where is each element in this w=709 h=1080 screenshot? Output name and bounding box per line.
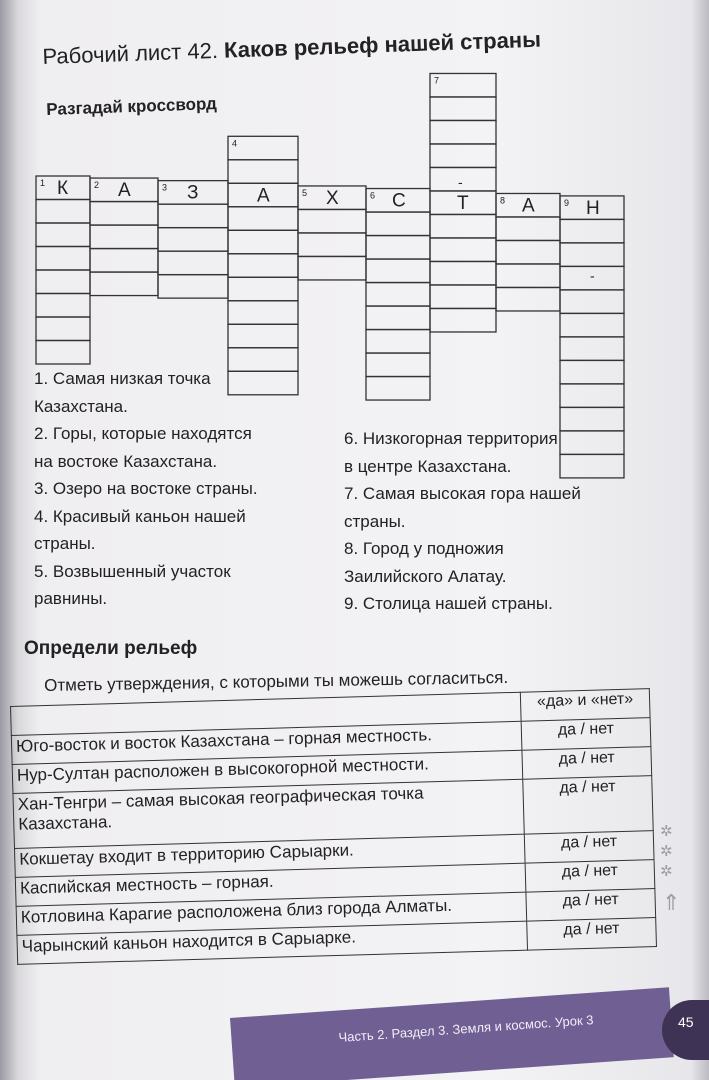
crossword-cell[interactable] [228, 207, 298, 231]
crossword-cell[interactable] [430, 144, 496, 168]
clue-number: 5 [302, 187, 308, 198]
statement-cell: Чарынский каньон находится в Сарыарке. [17, 921, 528, 964]
crossword-cell[interactable] [158, 275, 228, 299]
crossword-letter: А [257, 185, 270, 207]
crossword-cell[interactable] [366, 306, 430, 330]
crossword-cell[interactable] [496, 287, 560, 311]
answer-cell[interactable]: да / нет [524, 831, 654, 864]
crossword-cell[interactable] [298, 209, 366, 233]
clue-number: 9 [564, 197, 570, 208]
crossword-cell[interactable] [90, 225, 158, 249]
star-icon: ✲ [660, 823, 673, 840]
relief-heading: Определи рельеф [24, 638, 198, 659]
star-icon: ✲ [660, 843, 673, 860]
crossword-mark: - [458, 173, 463, 190]
star-icon: ✲ [660, 863, 673, 880]
crossword-cell[interactable] [90, 249, 158, 273]
crossword-cell[interactable] [366, 330, 430, 354]
clue-number: 4 [232, 138, 238, 149]
crossword-cell[interactable] [560, 219, 624, 243]
clue-line: страны. [34, 534, 96, 553]
crossword-cell[interactable] [36, 294, 90, 318]
clue-number: 3 [162, 182, 168, 193]
statement-cell: Каспийская местность – горная. [15, 863, 526, 906]
crossword-cell[interactable] [496, 264, 560, 288]
crossword-cell[interactable] [430, 285, 496, 309]
answer-cell[interactable]: да / нет [521, 718, 651, 751]
crossword-cell[interactable] [36, 317, 90, 341]
statement-cell: Нур-Султан расположен в высокогорной местности. [12, 750, 523, 793]
crossword-cell[interactable] [430, 261, 496, 285]
crossword-cell[interactable] [158, 228, 228, 252]
clue-number: 1 [40, 178, 46, 188]
worksheet-label: Рабочий лист 42. [42, 37, 219, 69]
crossword-cell[interactable] [366, 283, 430, 307]
rocket-icon: ⇑ [662, 890, 681, 915]
crossword-cell[interactable] [496, 217, 560, 241]
crossword-cell[interactable] [430, 238, 496, 261]
crossword-letter: З [187, 182, 199, 204]
relief-table-wrap [10, 688, 662, 996]
clue-line: 8. Город у подножия [344, 539, 504, 558]
crossword-cell[interactable] [158, 251, 228, 274]
crossword-heading: Разгадай кроссворд [46, 94, 218, 119]
clue-line: 2. Горы, которые находятся [34, 424, 252, 443]
clue-line: 3. Озеро на востоке страны. [34, 479, 258, 498]
clue-number: 2 [94, 180, 100, 191]
clue-line: Казахстана. [34, 396, 128, 416]
crossword-cell[interactable] [36, 341, 90, 365]
crossword-cell[interactable] [430, 167, 496, 191]
crossword-cell[interactable] [36, 270, 90, 294]
crossword-cell[interactable] [430, 214, 496, 238]
clue-line: 5. Возвышенный участок [34, 561, 231, 581]
crossword-cell[interactable] [228, 160, 298, 184]
clues-left [34, 365, 258, 613]
crossword-cell[interactable] [36, 200, 90, 224]
worksheet-heading: Каков рельеф нашей страны [223, 26, 542, 63]
crossword-cell[interactable] [496, 240, 560, 263]
crossword-cell[interactable] [560, 290, 624, 314]
answer-cell[interactable]: да / нет [527, 918, 657, 951]
clue-line: на востоке Казахстана. [34, 451, 218, 471]
crossword-cell[interactable] [366, 236, 430, 259]
crossword-cell[interactable] [430, 97, 496, 121]
clue-line: страны. [344, 511, 406, 531]
crossword-mark: - [590, 267, 595, 284]
crossword-cell[interactable] [228, 230, 298, 254]
statement-cell: Юго-восток и восток Казахстана – горная местность. [11, 721, 522, 764]
clue-line: 4. Красивый каньон нашей [34, 506, 246, 526]
clues-right [344, 425, 581, 618]
crossword-cell[interactable] [36, 223, 90, 247]
relief-table [10, 688, 657, 965]
crossword-cell[interactable] [366, 377, 430, 401]
crossword-letter: А [522, 195, 535, 217]
clue-line: 6. Низкогорная территория [344, 429, 558, 448]
crossword-cell[interactable] [366, 212, 430, 236]
crossword-cell[interactable] [430, 73, 496, 97]
page-number: 45 [662, 1000, 709, 1060]
crossword-cell[interactable] [366, 259, 430, 283]
crossword-letter: Х [326, 187, 339, 209]
statement-cell: Хан-Тенгри – самая высокая географическая точка Казахстана. [13, 779, 524, 848]
crossword-cell[interactable] [560, 243, 624, 266]
crossword-cell[interactable] [366, 353, 430, 377]
clue-line: 1. Самая низкая точка [34, 369, 211, 388]
clue-line: Заилийского Алатау. [344, 566, 507, 586]
crossword-cell[interactable] [430, 308, 496, 332]
answer-cell[interactable]: да / нет [523, 776, 653, 835]
clue-line: равнины. [34, 589, 108, 608]
crossword-letter: А [118, 180, 131, 202]
crossword-cell[interactable] [158, 204, 228, 228]
crossword-letter: Т [457, 192, 469, 214]
clue-number: 7 [434, 75, 440, 86]
crossword-cell[interactable] [560, 384, 624, 408]
crossword-cell[interactable] [228, 136, 298, 160]
answer-cell[interactable]: да / нет [525, 860, 655, 893]
clue-line: в центре Казахстана. [344, 456, 512, 476]
crossword-cell[interactable] [298, 256, 366, 280]
crossword-cell[interactable] [228, 324, 298, 348]
crossword-letter: С [392, 190, 406, 212]
answer-cell[interactable]: да / нет [522, 747, 652, 780]
relief-instruction: Отметь утверждения, с которыми ты можешь согласиться. [44, 667, 509, 695]
clue-line: 7. Самая высокая гора нашей [344, 484, 581, 503]
clue-number: 8 [500, 195, 506, 206]
crossword-cell[interactable] [560, 337, 624, 361]
crossword-cell[interactable] [228, 277, 298, 301]
crossword-letter: К [57, 178, 69, 199]
crossword-letter: Н [586, 197, 600, 219]
crossword-cell[interactable] [560, 313, 624, 337]
crossword-cell[interactable] [298, 233, 366, 257]
statement-cell: Кокшетау входит в территорию Сарыарки. [14, 834, 525, 877]
crossword-cell[interactable] [228, 254, 298, 278]
crossword-cell[interactable] [228, 301, 298, 325]
crossword-cell[interactable] [90, 202, 158, 226]
crossword-cell[interactable] [430, 120, 496, 144]
crossword-cell[interactable] [90, 272, 158, 296]
answer-cell[interactable]: да / нет [526, 889, 656, 922]
statement-cell: Котловина Карагие расположена близ города Алматы. [16, 892, 527, 935]
crossword-cell[interactable] [560, 360, 624, 384]
clue-line: 9. Столица нашей страны. [344, 594, 553, 613]
clue-number: 6 [370, 190, 376, 201]
footer-text: Часть 2. Раздел 3. Земля и космос. Урок 3 [338, 1012, 594, 1045]
table-header-answer: «да» и «нет» [520, 689, 650, 722]
crossword-cell[interactable] [36, 247, 90, 271]
